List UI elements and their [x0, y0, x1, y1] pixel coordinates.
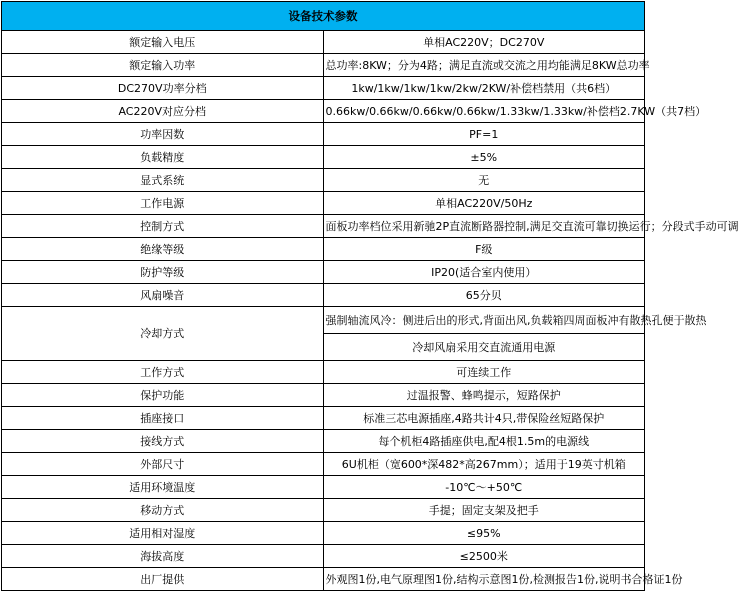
row-value: 无	[323, 169, 645, 192]
row-value: 单相AC220V；DC270V	[323, 31, 645, 54]
row-label: 出厂提供	[2, 568, 324, 591]
row-value: 1kw/1kw/1kw/1kw/2kw/2KW/补偿档禁用（共6档）	[323, 77, 645, 100]
table-row	[2, 407, 645, 430]
table-row	[2, 192, 645, 215]
row-value: 强制轴流风冷：侧进后出的形式,背面出风,负载箱四周面板冲有散热孔便于散热	[323, 307, 645, 334]
row-value: -10℃～+50℃	[323, 476, 645, 499]
table-row	[2, 238, 645, 261]
row-label: 工作电源	[2, 192, 324, 215]
row-label: 保护功能	[2, 384, 324, 407]
row-label: DC270V功率分档	[2, 77, 324, 100]
row-value: F级	[323, 238, 645, 261]
table-row	[2, 261, 645, 284]
row-label: 外部尺寸	[2, 453, 324, 476]
row-value: 6U机柜（宽600*深482*高267mm）；适用于19英寸机箱	[323, 453, 645, 476]
row-value: ≤2500米	[323, 545, 645, 568]
table-row	[2, 146, 645, 169]
spec-table	[1, 1, 739, 591]
row-value: 手提；固定支架及把手	[323, 499, 645, 522]
table-header-row	[2, 2, 645, 31]
row-label: 适用环境温度	[2, 476, 324, 499]
table-row	[2, 307, 645, 334]
row-label: 功率因数	[2, 123, 324, 146]
table-row	[2, 568, 645, 591]
table-row	[2, 54, 645, 77]
table-row	[2, 284, 645, 307]
row-value-secondary: 冷却风扇采用交直流通用电源	[323, 334, 645, 361]
row-value: 可连续工作	[323, 361, 645, 384]
table-row	[2, 169, 645, 192]
row-value: ±5%	[323, 146, 645, 169]
table-row	[2, 384, 645, 407]
row-label: 控制方式	[2, 215, 324, 238]
row-value: IP20(适合室内使用）	[323, 261, 645, 284]
row-value: ≤95%	[323, 522, 645, 545]
row-label: 适用相对湿度	[2, 522, 324, 545]
row-label: 移动方式	[2, 499, 324, 522]
table-row	[2, 100, 645, 123]
table-row	[2, 545, 645, 568]
table-row	[2, 430, 645, 453]
row-label: 负载精度	[2, 146, 324, 169]
table-row	[2, 215, 645, 238]
row-value: 外观图1份,电气原理图1份,结构示意图1份,检测报告1份,说明书合格证1份	[323, 568, 645, 591]
row-label: 额定输入电压	[2, 31, 324, 54]
row-label: 插座接口	[2, 407, 324, 430]
table-title: 设备技术参数	[2, 2, 645, 31]
table-row	[2, 522, 645, 545]
row-label: 工作方式	[2, 361, 324, 384]
row-label: 接线方式	[2, 430, 324, 453]
row-value: 总功率:8KW；分为4路；满足直流或交流之用均能满足8KW总功率	[323, 54, 645, 77]
table-row	[2, 123, 645, 146]
row-value: 每个机柜4路插座供电,配4根1.5m的电源线	[323, 430, 645, 453]
row-value: PF=1	[323, 123, 645, 146]
row-label: AC220V对应分档	[2, 100, 324, 123]
row-value: 65分贝	[323, 284, 645, 307]
table-row	[2, 453, 645, 476]
table-row	[2, 31, 645, 54]
row-value: 面板功率档位采用新驰2P直流断路器控制,满足交直流可靠切换运行；分段式手动可调	[323, 215, 645, 238]
row-label: 额定输入功率	[2, 54, 324, 77]
table-row	[2, 499, 645, 522]
row-label: 绝缘等级	[2, 238, 324, 261]
table-row	[2, 77, 645, 100]
row-value: 单相AC220V/50Hz	[323, 192, 645, 215]
row-label: 冷却方式	[2, 307, 324, 361]
row-value: 0.66kw/0.66kw/0.66kw/0.66kw/1.33kw/1.33kw/补偿档2.7KW（共7档）	[323, 100, 645, 123]
row-label: 海拔高度	[2, 545, 324, 568]
row-label: 风扇噪音	[2, 284, 324, 307]
table-row	[2, 361, 645, 384]
row-label: 显式系统	[2, 169, 324, 192]
table-row	[2, 476, 645, 499]
row-value: 过温报警、蜂鸣提示，短路保护	[323, 384, 645, 407]
row-label: 防护等级	[2, 261, 324, 284]
row-value: 标准三芯电源插座,4路共计4只,带保险丝短路保护	[323, 407, 645, 430]
